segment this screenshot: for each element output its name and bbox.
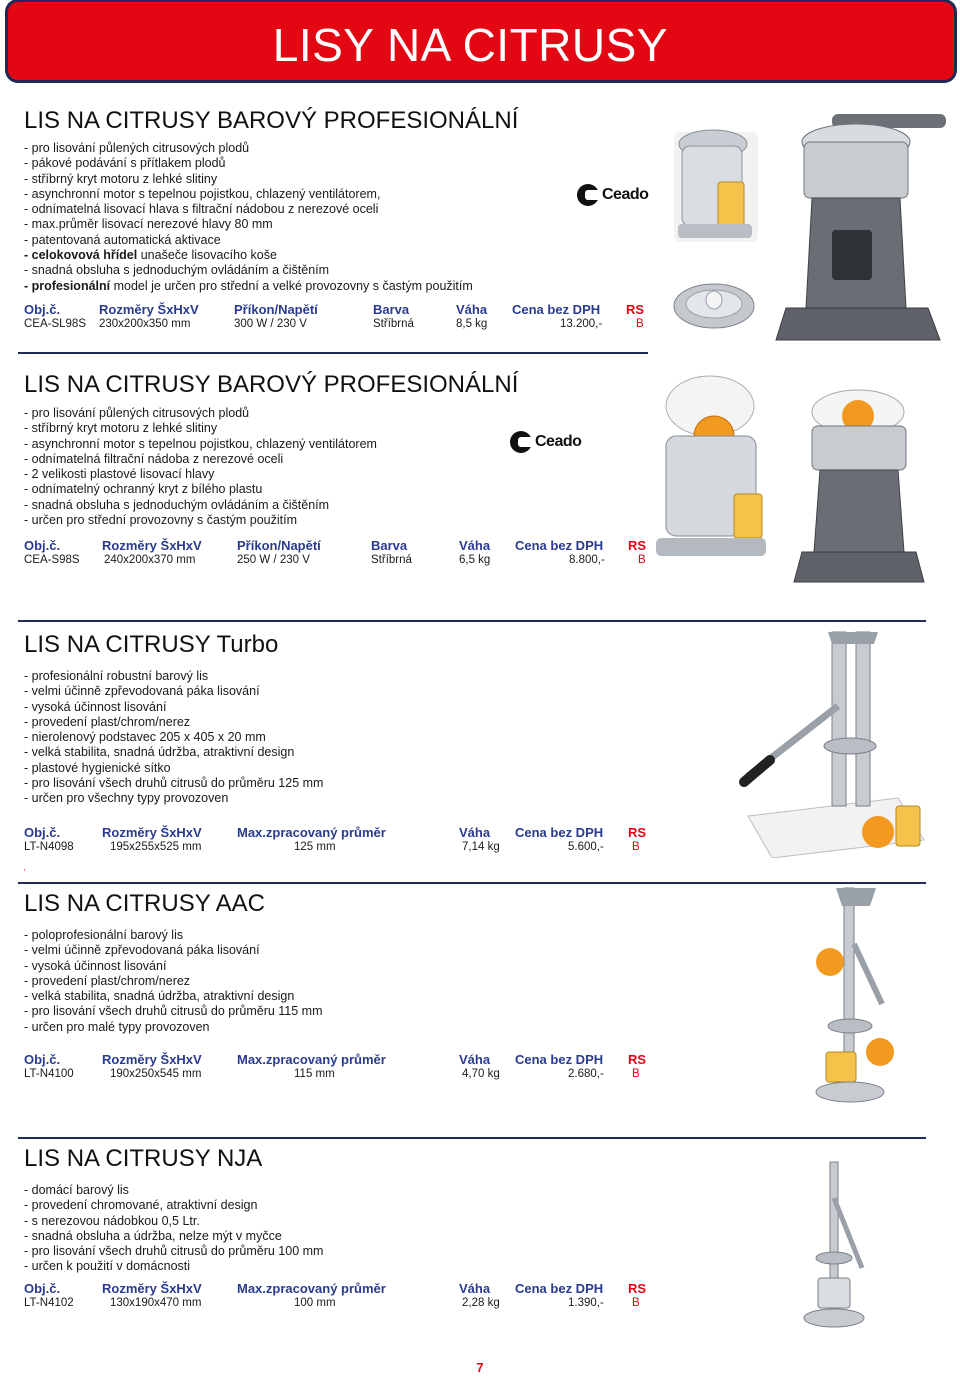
product-4-photo <box>806 884 926 1112</box>
spec-rs: B <box>632 841 640 853</box>
feature: - 2 velikosti plastové lisovací hlavy <box>24 467 215 482</box>
feature <box>24 248 473 263</box>
feature: - pro lisování všech druhů citrusů do průměru 100 mm <box>24 1244 324 1259</box>
ceado-logo <box>510 431 581 453</box>
product-1-spec-table <box>0 302 680 342</box>
feature: - snadná obsluha s jednoduchým ovládáním a čištěním <box>24 497 330 512</box>
product-1-title: LIS NA CITRUSY BAROVÝ PROFESIONÁLNÍ <box>24 107 519 134</box>
feature: - max.průměr lisovací nerezové hlavy 80 mm <box>24 217 273 232</box>
feature-rest: model je určen pro střední a velké provozovny s častým použitím <box>110 278 473 293</box>
spec-header-obj: Obj.č. <box>24 538 61 553</box>
feature: - asynchronní motor s tepelnou pojistkou, chlazený ventilátorem, <box>24 186 381 201</box>
spec-price: 2.680,- <box>568 1068 604 1080</box>
spec-header-power: Příkon/Napětí <box>234 302 318 317</box>
product-3-features <box>24 669 323 807</box>
feature: - pákové podávání s přítlakem plodů <box>24 156 226 171</box>
product-3-photo <box>728 626 930 858</box>
spec-header-dims: Rozměry ŠxHxV <box>99 302 199 317</box>
feature: - stříbrný kryt motoru z lehké slitiny <box>24 421 218 436</box>
spec-header-obj: Obj.č. <box>24 825 61 840</box>
spec-header-obj: Obj.č. <box>24 1281 61 1296</box>
spec-header-price: Cena bez DPH <box>515 1052 604 1067</box>
spec-rs: B <box>636 318 644 330</box>
spec-header-weight: Váha <box>459 1281 491 1296</box>
feature: - snadná obsluha s jednoduchým ovládáním a čištěním <box>24 263 330 278</box>
spec-header-rs: RS <box>626 302 645 317</box>
spec-price: 8.800,- <box>569 554 605 566</box>
spec-header-rs: RS <box>628 1281 647 1296</box>
feature: - vysoká účinnost lisování <box>24 958 167 973</box>
product-1-photo-main <box>772 112 948 344</box>
feature: - s nerezovou nádobkou 0,5 Ltr. <box>24 1213 200 1228</box>
spec-dims: 130x190x470 mm <box>110 1297 202 1309</box>
feature: - pro lisování půlených citrusových plodů <box>24 141 250 155</box>
ceado-logo-word: Ceado <box>602 186 649 203</box>
spec-price: 1.390,- <box>568 1297 604 1309</box>
spec-dims: 190x250x545 mm <box>110 1068 202 1080</box>
section-divider <box>18 882 926 884</box>
feature-bold: - celokovová hřídel <box>24 248 138 263</box>
feature: - asynchronní motor s tepelnou pojistkou, chlazený ventilátorem <box>24 436 377 451</box>
feature: - velmi účinně zpřevodovaná páka lisování <box>24 943 260 958</box>
product-2-photo-main <box>792 382 928 588</box>
section-divider <box>18 620 926 622</box>
product-1-photo-small <box>668 112 764 250</box>
product-3-spec-table <box>0 825 680 865</box>
spec-rs: B <box>632 1297 640 1309</box>
spec-color: Stříbrná <box>371 554 412 566</box>
feature: - snadná obsluha a údržba, nelze mýt v myčce <box>24 1228 282 1243</box>
product-4-spec-table <box>0 1052 680 1092</box>
spec-header-diameter: Max.zpracovaný průměr <box>237 1052 386 1067</box>
product-1-features <box>24 141 473 294</box>
spec-header-price: Cena bez DPH <box>515 538 604 553</box>
feature: - určen pro všechny typy provozoven <box>24 791 229 806</box>
spec-header-price: Cena bez DPH <box>515 825 604 840</box>
product-1-photo-detail <box>670 276 765 334</box>
spec-rs: B <box>638 554 646 566</box>
feature: - pro lisování všech druhů citrusů do průměru 115 mm <box>24 1004 323 1019</box>
spec-power: 300 W / 230 V <box>234 318 307 330</box>
feature: - vysoká účinnost lisování <box>24 699 167 714</box>
product-2-title: LIS NA CITRUSY BAROVÝ PROFESIONÁLNÍ <box>24 371 519 398</box>
page-number: 7 <box>476 1360 484 1375</box>
spec-dims: 230x200x350 mm <box>99 318 191 330</box>
spec-header-rs: RS <box>628 538 647 553</box>
feature: - velká stabilita, snadná údržba, atraktivní design <box>24 989 295 1004</box>
product-4-title: LIS NA CITRUSY AAC <box>24 890 265 917</box>
feature: - poloprofesionální barový lis <box>24 928 184 942</box>
header-banner <box>8 2 954 80</box>
feature: - pro lisování půlených citrusových plodů <box>24 406 250 420</box>
product-5-features <box>24 1183 323 1275</box>
spec-obj: LT-N4100 <box>24 1068 74 1080</box>
product-5-photo <box>800 1158 880 1330</box>
spec-header-weight: Váha <box>459 825 491 840</box>
spec-header-diameter: Max.zpracovaný průměr <box>237 825 386 840</box>
feature: - určen k použití v domácnosti <box>24 1259 191 1274</box>
page-title: LISY NA CITRUSY <box>272 19 668 71</box>
product-5-spec-table <box>0 1281 680 1321</box>
spec-diameter: 115 mm <box>294 1068 335 1080</box>
feature: - odnímatelný ochranný kryt z bílého plastu <box>24 482 263 497</box>
feature: - pro lisování všech druhů citrusů do průměru 125 mm <box>24 776 324 791</box>
feature: - stříbrný kryt motoru z lehké slitiny <box>24 171 218 186</box>
ceado-logo-mark <box>577 184 599 206</box>
spec-header-weight: Váha <box>459 538 491 553</box>
spec-header-rs: RS <box>628 825 647 840</box>
spec-header-color: Barva <box>373 302 410 317</box>
feature: - odnímatelná lisovací hlava s filtrační nádobou z nerezové oceli <box>24 202 379 217</box>
spec-dims: 240x200x370 mm <box>104 554 196 566</box>
product-2-photo-small <box>646 366 782 570</box>
spec-header-price: Cena bez DPH <box>515 1281 604 1296</box>
feature: - určen pro střední provozovny s častým použitím <box>24 513 298 528</box>
spec-weight: 7,14 kg <box>462 841 500 853</box>
spec-diameter: 100 mm <box>294 1297 336 1309</box>
spec-obj: LT-N4102 <box>24 1297 74 1309</box>
product-5-title: LIS NA CITRUSY NJA <box>24 1145 263 1172</box>
ceado-logo-mark <box>510 431 532 453</box>
section-divider <box>18 1137 926 1139</box>
product-4-features <box>24 928 323 1035</box>
feature-bold: - profesionální <box>24 278 111 293</box>
spec-color: Stříbrná <box>373 318 414 330</box>
feature: - profesionální robustní barový lis <box>24 669 209 683</box>
spec-weight: 2,28 kg <box>462 1297 500 1309</box>
spec-header-dims: Rozměry ŠxHxV <box>102 1281 202 1296</box>
spec-header-weight: Váha <box>459 1052 491 1067</box>
feature <box>24 279 473 294</box>
feature: - plastové hygienické sítko <box>24 760 171 775</box>
spec-header-rs: RS <box>628 1052 647 1067</box>
product-3-title: LIS NA CITRUSY Turbo <box>24 631 279 658</box>
spec-power: 250 W / 230 V <box>237 554 310 566</box>
spec-weight: 6,5 kg <box>459 554 491 566</box>
spec-header-power: Příkon/Napětí <box>237 538 321 553</box>
spec-obj: LT-N4098 <box>24 841 74 853</box>
spec-header-weight: Váha <box>456 302 488 317</box>
spec-obj: CEA-S98S <box>24 554 80 566</box>
spec-header-price: Cena bez DPH <box>512 302 601 317</box>
ceado-logo <box>577 184 648 206</box>
spec-header-obj: Obj.č. <box>24 1052 61 1067</box>
feature: - nierolenový podstavec 205 x 405 x 20 mm <box>24 730 266 745</box>
ceado-logo-word: Ceado <box>535 433 582 450</box>
feature-rest: unašeče lisovacího koše <box>137 248 277 263</box>
spec-header-color: Barva <box>371 538 408 553</box>
spec-header-dims: Rozměry ŠxHxV <box>102 538 202 553</box>
feature: - domácí barový lis <box>24 1183 129 1197</box>
spec-header-diameter: Max.zpracovaný průměr <box>237 1281 386 1296</box>
spec-dims: 195x255x525 mm <box>110 841 202 853</box>
feature: - provedení plast/chrom/nerez <box>24 714 191 729</box>
footnote-mark: ' <box>24 868 26 877</box>
spec-rs: B <box>632 1068 640 1080</box>
spec-header-dims: Rozměry ŠxHxV <box>102 1052 202 1067</box>
feature: - velmi účinně zpřevodovaná páka lisování <box>24 684 260 699</box>
spec-price: 5.600,- <box>568 841 604 853</box>
spec-weight: 4,70 kg <box>462 1068 500 1080</box>
feature: - velká stabilita, snadná údržba, atraktivní design <box>24 745 295 760</box>
spec-price: 13.200,- <box>560 318 603 330</box>
section-divider <box>18 352 648 354</box>
feature: - určen pro malé typy provozoven <box>24 1019 210 1034</box>
spec-diameter: 125 mm <box>294 841 336 853</box>
feature: - provedení plast/chrom/nerez <box>24 973 191 988</box>
spec-header-obj: Obj.č. <box>24 302 61 317</box>
product-2-features <box>24 406 377 528</box>
feature: - odnímatelná filtrační nádoba z nerezové oceli <box>24 451 284 466</box>
spec-header-dims: Rozměry ŠxHxV <box>102 825 202 840</box>
spec-obj: CEA-SL98S <box>24 318 87 330</box>
feature: - patentovaná automatická aktivace <box>24 232 221 247</box>
product-2-spec-table <box>0 538 680 578</box>
feature: - provedení chromované, atraktivní design <box>24 1198 258 1213</box>
spec-weight: 8,5 kg <box>456 318 488 330</box>
